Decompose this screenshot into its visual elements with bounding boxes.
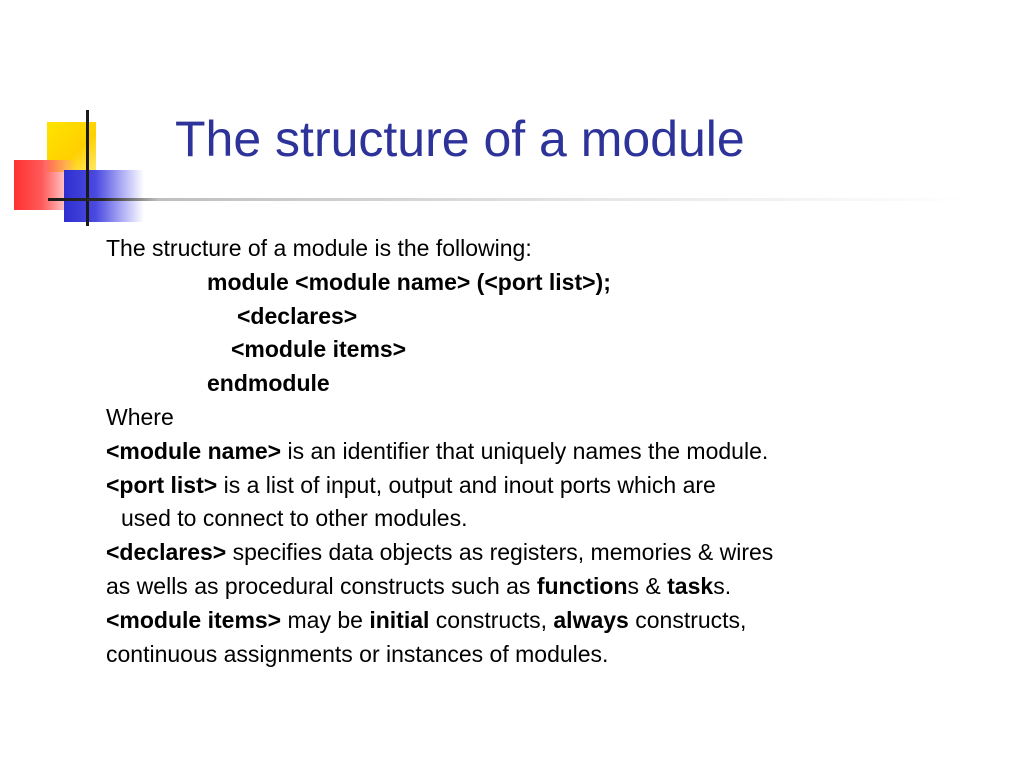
module-name-definition [106,435,986,469]
task-keyword: task [667,572,714,599]
title-divider [48,198,968,201]
initial-keyword: initial [369,606,430,633]
code-module-declaration: module <module name> (<port list>); [207,268,611,295]
code-line-module [106,266,986,300]
module-items-term: <module items> [106,606,282,633]
module-name-term: <module name> [106,437,282,464]
module-items-text1: may be [281,606,370,633]
port-list-continuation: used to connect to other modules. [121,505,468,532]
logo-vertical-line [86,110,89,226]
module-items-continuation: continuous assignments or instances of modules. [106,640,609,667]
code-endmodule: endmodule [207,370,330,397]
always-keyword: always [553,606,629,633]
module-items-text2: constructs, [429,606,554,633]
slide-title: The structure of a module [175,111,745,167]
code-module-items: <module items> [231,336,407,363]
declares-continuation [106,570,986,604]
declares-line2-pre: as wells as procedural constructs such as [106,572,537,599]
code-declares: <declares> [237,302,358,329]
function-keyword: function [536,572,628,599]
port-list-desc: is a list of input, output and inout ports which are [217,471,716,498]
declares-definition [106,536,986,570]
code-line-declares [106,300,986,334]
code-line-endmodule [106,367,986,401]
where-text: Where [106,403,174,430]
declares-line2-end: s. [713,572,732,599]
logo-blue-square [64,170,144,222]
module-name-desc: is an identifier that uniquely names the module. [281,437,769,464]
slide-logo-icon [0,0,180,240]
declares-line2-mid: s & [627,572,668,599]
declares-desc: specifies data objects as registers, memories & wires [226,539,774,566]
port-list-definition [106,469,986,503]
port-list-term: <port list> [106,471,218,498]
code-line-module-items [106,333,986,367]
declares-term: <declares> [106,539,227,566]
module-items-text3: constructs, [628,606,747,633]
slide-body [106,232,986,671]
intro-text: The structure of a module is the following: [106,235,532,261]
module-items-definition [106,604,986,638]
